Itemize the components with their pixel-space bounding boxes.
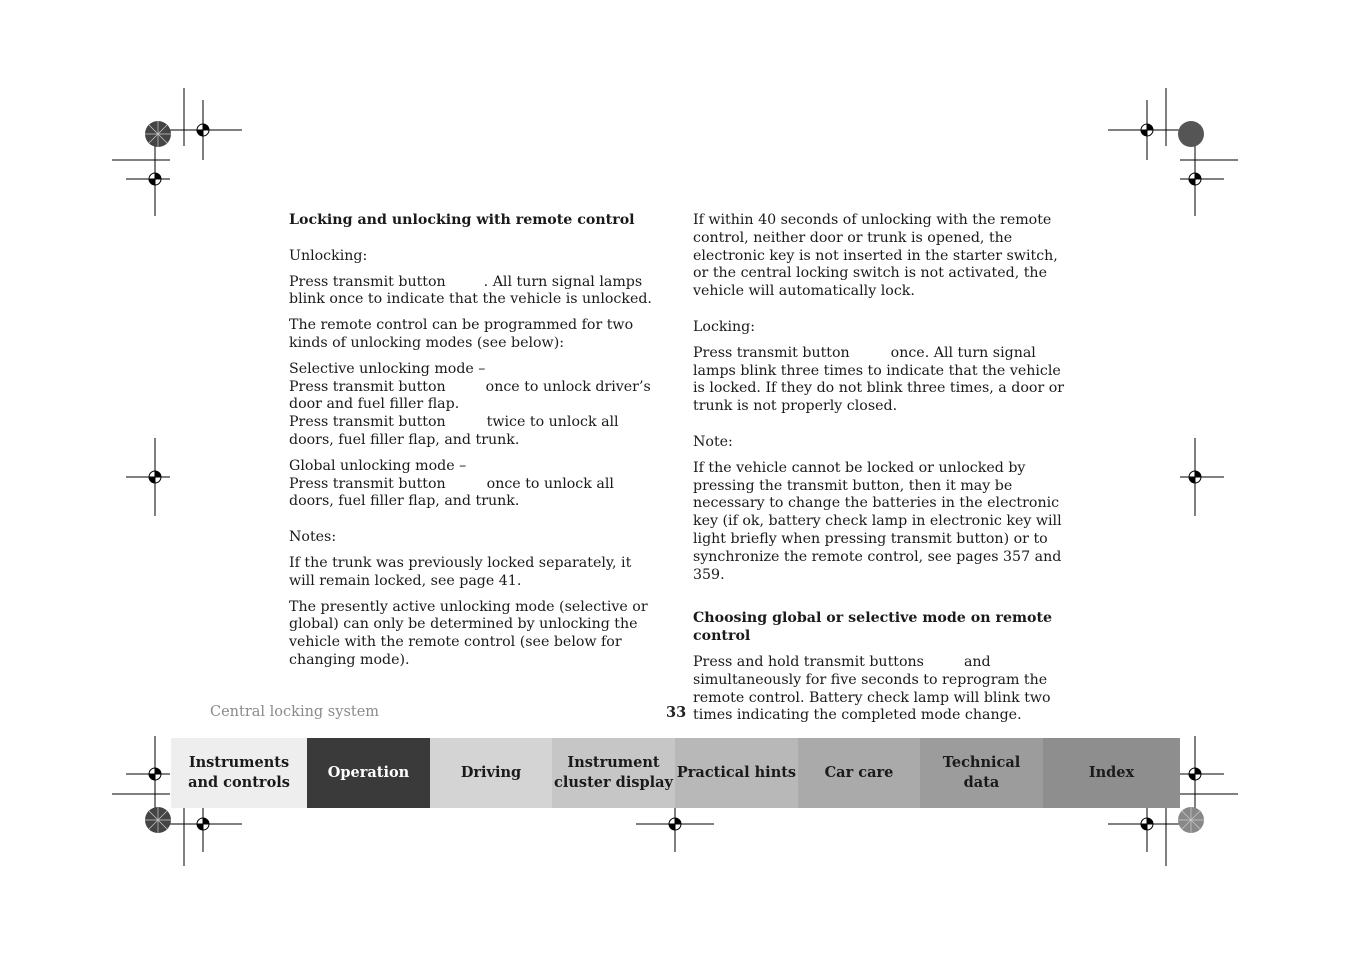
locking-label: Locking:	[693, 318, 756, 335]
unlocking-label: Unlocking:	[289, 247, 368, 264]
tab-operation[interactable]: Operation	[307, 738, 430, 808]
notes-label: Notes:	[289, 529, 337, 546]
chapter-nav	[171, 738, 1180, 808]
mode-heading: Choosing global or selective mode on remote control	[693, 610, 1053, 645]
footer-section-title: Central locking system	[210, 704, 380, 720]
tab-practical-hints[interactable]: Practical hints	[675, 738, 798, 808]
programming-text: The remote control can be programmed for two kinds of unlocking modes (see below):	[289, 317, 634, 351]
auto-lock-text: If within 40 seconds of unlocking with the remote control, neither door or trunk is opened, the electronic key is not inserted in the starter switch, or the central locking switch is not activated, the vehicle will automatically lock.	[693, 212, 1058, 300]
page-number: 33	[666, 704, 687, 721]
note-trunk: If the trunk was previously locked separately, it will remain locked, see page 41.	[289, 554, 632, 589]
tab-instruments-and-controls[interactable]: Instruments and controls	[171, 738, 307, 808]
tab-car-care[interactable]: Car care	[798, 738, 920, 808]
tab-index[interactable]: Index	[1043, 738, 1180, 808]
selective-mode: Selective unlocking mode – Press transmit button once to unlock driver’s door and fuel filler flap. Press transmit button twice to unlock all doors, fuel filler flap, and trunk.	[289, 360, 651, 448]
right-column	[693, 212, 1065, 733]
battery-note: If the vehicle cannot be locked or unlocked by pressing the transmit button, then it may be necessary to change the batteries in the electronic key (if ok, battery check lamp in electronic key will light briefly when pressing transmit button) or to synchronize the remote control, see pages 357 and 359.	[693, 459, 1062, 583]
section-heading: Locking and unlocking with remote control	[289, 212, 635, 228]
mode-instruction: Press and hold transmit buttons and simultaneously for five seconds to reprogram the remote control. Battery check lamp will blink two times indicating the completed mode change.	[693, 653, 1051, 724]
tab-driving[interactable]: Driving	[430, 738, 552, 808]
unlock-instruction: Press transmit button . All turn signal lamps blink once to indicate that the vehicle is unlocked.	[289, 273, 652, 308]
tab-technical-data[interactable]: Technical data	[920, 738, 1043, 808]
note-mode: The presently active unlocking mode (selective or global) can only be determined by unlocking the vehicle with the remote control (see below for changing mode).	[289, 598, 648, 668]
global-mode: Global unlocking mode – Press transmit button once to unlock all doors, fuel filler flap, and trunk.	[289, 457, 614, 510]
left-column	[289, 212, 659, 678]
note-label: Note:	[693, 433, 733, 450]
tab-instrument-cluster-display[interactable]: Instrument cluster display	[552, 738, 675, 808]
lock-instruction: Press transmit button once. All turn signal lamps blink three times to indicate that the vehicle is locked. If they do not blink three times, a door or trunk is not properly closed.	[693, 344, 1065, 415]
